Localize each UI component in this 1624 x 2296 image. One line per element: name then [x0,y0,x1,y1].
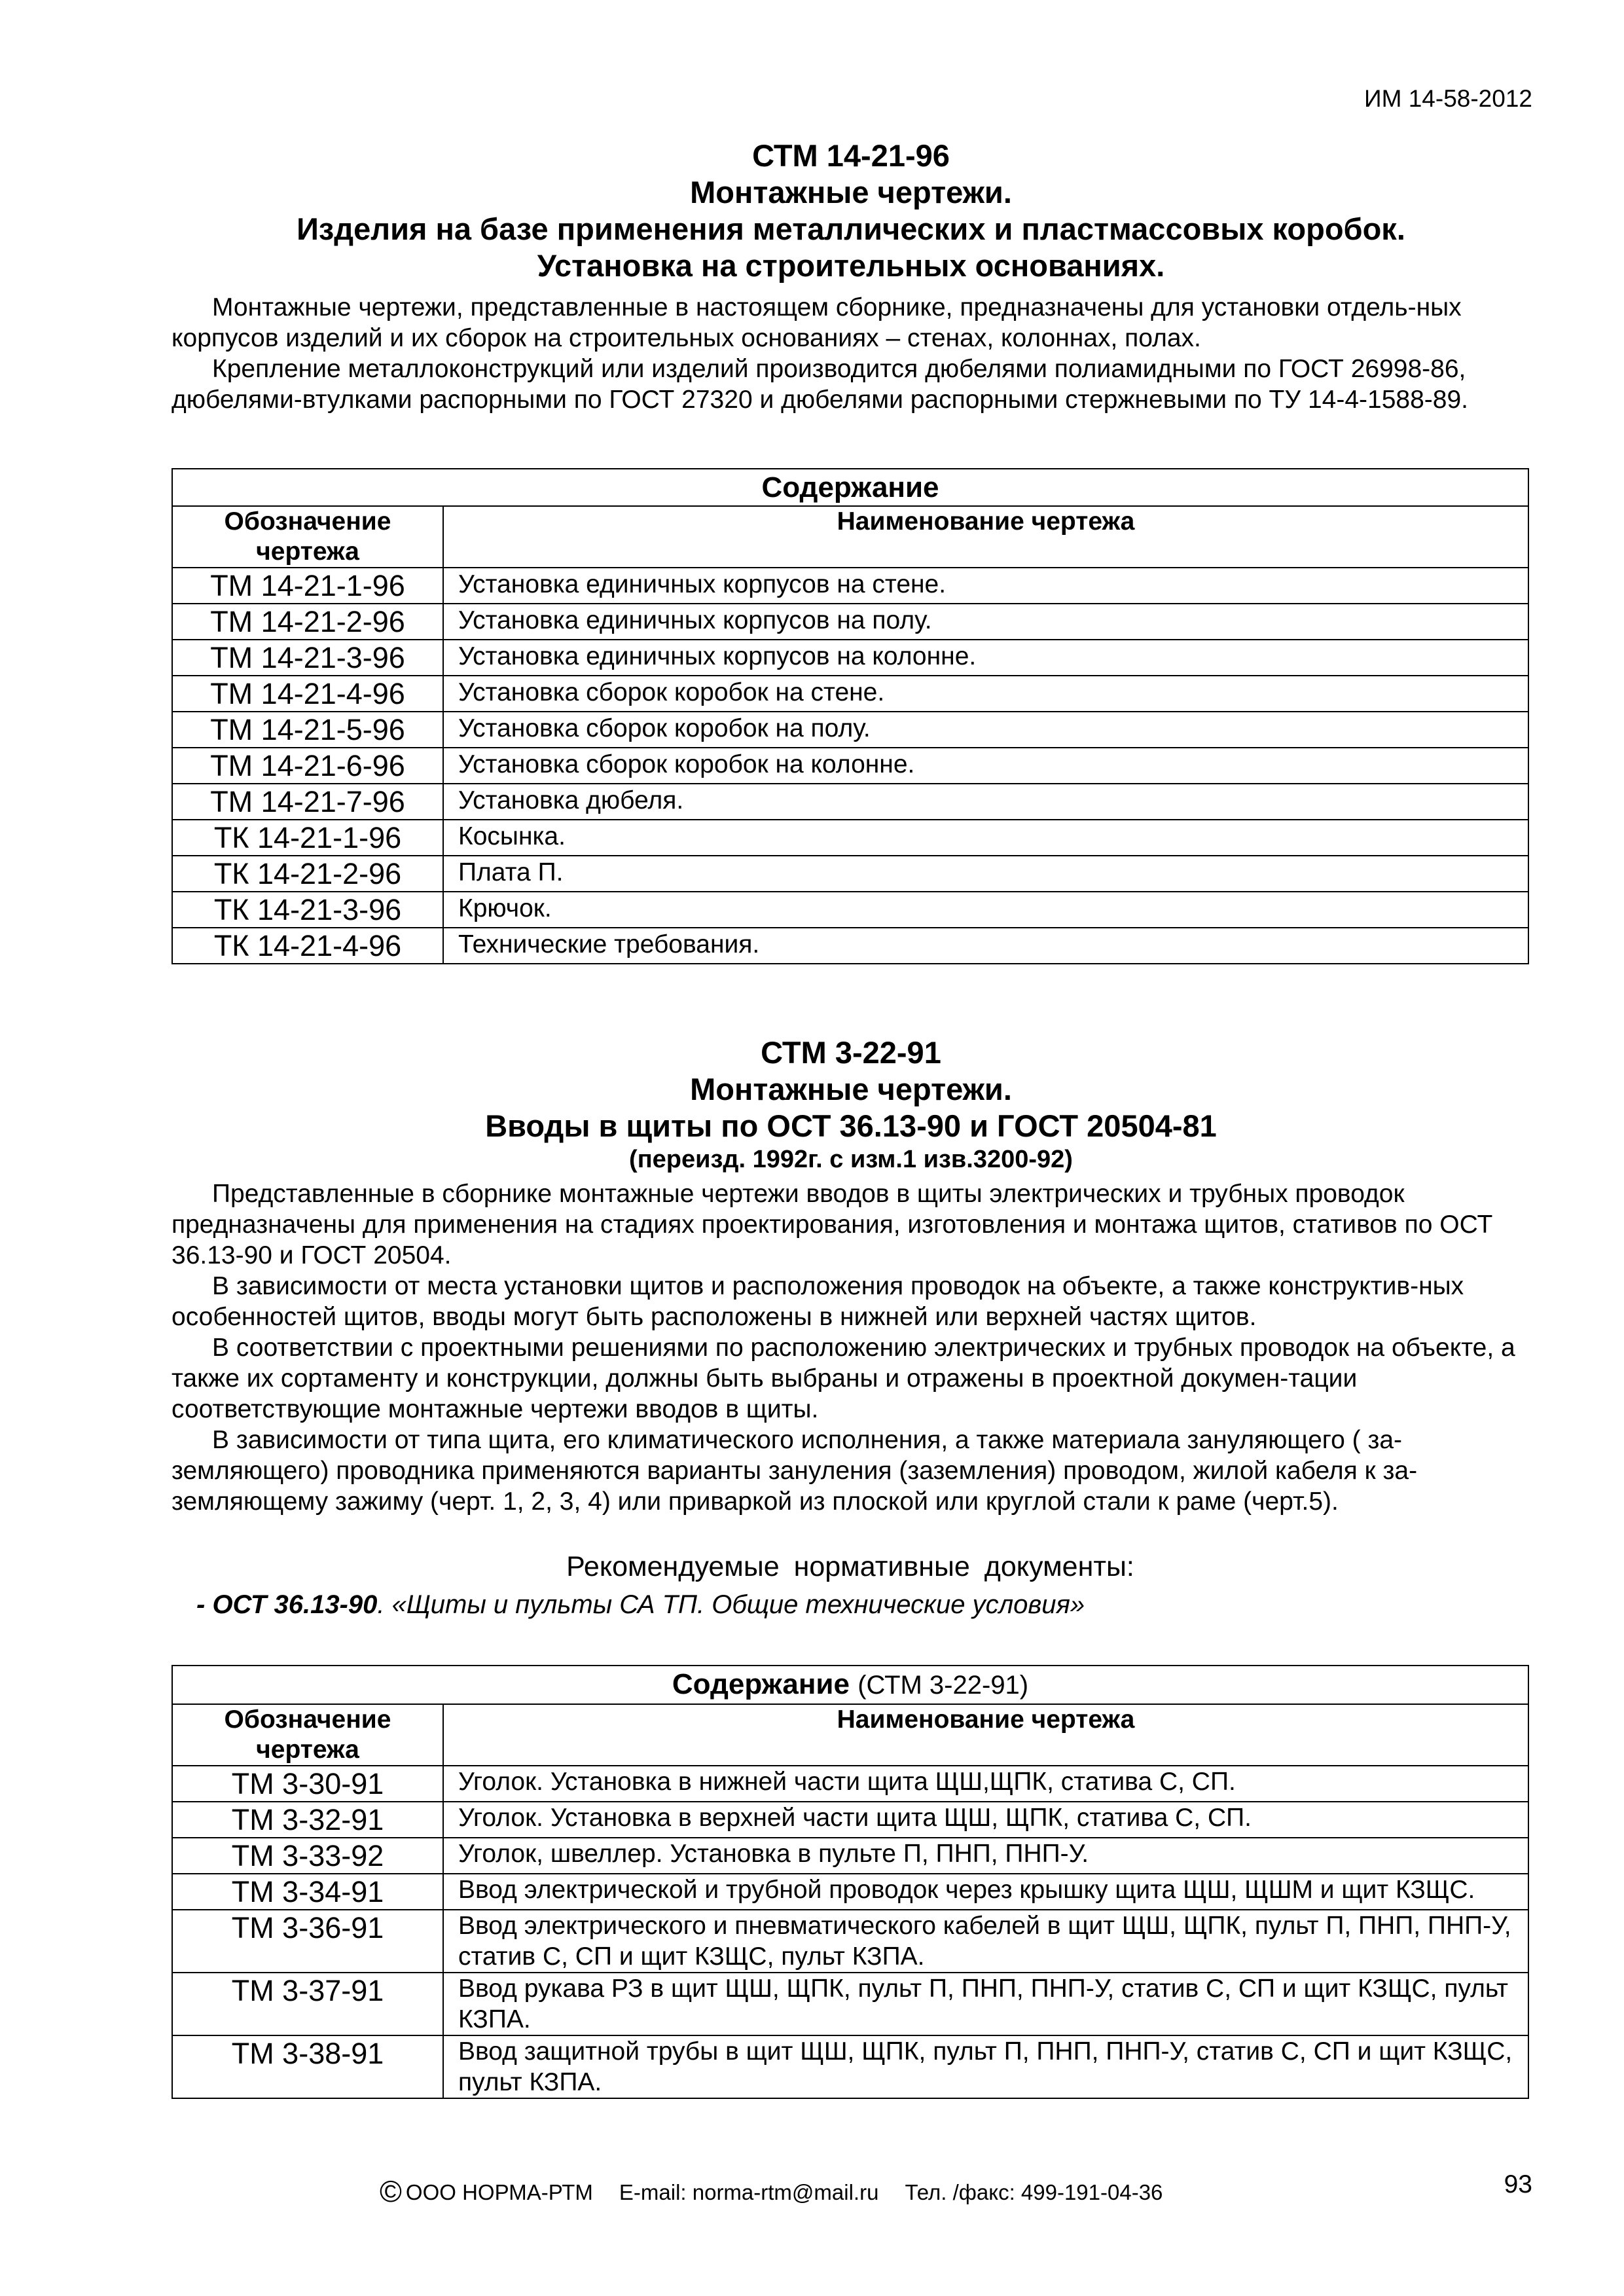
drawing-name: Ввод электрического и пневматического кабелей в щит ЩШ, ЩПК, пульт П, ПНП, ПНП-У, статив С, СП и щит КЗЩС, пульт КЗПА. [443,1910,1528,1973]
section1-title-line: СТМ 14-21-96 [752,138,950,173]
drawing-code: ТМ 3-32-91 [172,1802,443,1838]
drawing-name: Установка дюбеля. [443,784,1528,820]
drawing-code: ТК 14-21-1-96 [172,820,443,856]
page-number: 93 [1504,2170,1532,2198]
drawing-name: Установка единичных корпусов на стене. [443,568,1528,604]
recommended-doc-prefix: - [196,1590,213,1619]
drawing-name: Крючок. [443,892,1528,928]
table-caption: Содержание [172,469,1528,506]
table-caption-title: Содержание [672,1668,850,1700]
drawing-name: Установка единичных корпусов на полу. [443,604,1528,640]
drawing-code: ТМ 3-37-91 [172,1973,443,2035]
section1-paragraph: Крепление металлоконструкций или изделий производится дюбелями полиамидными по ГОСТ 26998-86, дюбелями-втулками распорными по ГОСТ 27320 и дюбелями распорными стержневыми по ТУ 14-4-1588-89. [171,355,1468,414]
section1-paragraph: Монтажные чертежи, представленные в настоящем сборнике, предназначены для установки отдель-ных корпусов изделий и их сборок на строительных основаниях – стенах, колоннах, полах. [171,293,1462,352]
section1-title-line: Изделия на базе применения металлических и пластмассовых коробок. [297,211,1405,246]
drawing-code: ТМ 3-36-91 [172,1910,443,1973]
drawing-name: Косынка. [443,820,1528,856]
drawing-name: Уголок. Установка в нижней части щита ЩШ,ЩПК, статива С, СП. [443,1766,1528,1802]
section2-title-line: Монтажные чертежи. [690,1072,1012,1106]
drawing-name: Уголок. Установка в верхней части щита ЩШ, ЩПК, статива С, СП. [443,1802,1528,1838]
recommended-doc-code: ОСТ 36.13-90 [212,1590,378,1619]
drawing-code: ТМ 14-21-2-96 [172,604,443,640]
column-header-code: Обозначение чертежа [172,506,443,568]
copyright-icon: © [380,2174,402,2208]
column-header-name: Наименование чертежа [443,506,1528,568]
section2-paragraph: В зависимости от типа щита, его климатического исполнения, а также материала зануляющего ( за-земляющего) проводника применяются варианты зануления (заземления) проводом, жилой кабеля к за-земляющему зажиму (черт. 1, 2, 3, 4) или приваркой из плоской или круглой стали к раме (черт.5). [171,1426,1418,1516]
table-row [172,892,1528,928]
drawing-code: ТМ 14-21-4-96 [172,676,443,712]
table-caption [172,1666,1528,1704]
drawing-name: Технические требования. [443,928,1528,964]
drawing-name: Ввод защитной трубы в щит ЩШ, ЩПК, пульт П, ПНП, ПНП-У, статив С, СП и щит КЗЩС, пульт КЗПА. [443,2035,1528,2098]
table-row [172,928,1528,964]
drawing-code: ТМ 3-33-92 [172,1838,443,1874]
drawing-name: Установка сборок коробок на полу. [443,712,1528,748]
section2-paragraph: Представленные в сборнике монтажные чертежи вводов в щиты электрических и трубных проводок предназначены для применения на стадиях проектирования, изготовления и монтажа щитов, стативов по ОСТ 36.13-90 и ГОСТ 20504. [171,1180,1493,1269]
section1-text [171,292,1540,415]
table-row [172,640,1528,676]
drawing-code: ТМ 3-30-91 [172,1766,443,1802]
table-row [172,784,1528,820]
section2-title [170,1034,1532,1175]
table-row [172,820,1528,856]
page-footer [380,2174,1189,2208]
table-row [172,1910,1528,1973]
drawing-code: ТМ 14-21-5-96 [172,712,443,748]
drawing-code: ТМ 3-34-91 [172,1874,443,1910]
drawing-name: Установка сборок коробок на колонне. [443,748,1528,784]
section1-title [170,137,1532,284]
table-row [172,604,1528,640]
section2-subtitle: (переизд. 1992г. с изм.1 изв.3200-92) [629,1146,1073,1173]
section1-title-line: Установка на строительных основаниях. [537,248,1165,283]
table-row [172,1973,1528,2035]
table-row [172,1874,1528,1910]
drawing-code: ТМ 14-21-7-96 [172,784,443,820]
drawing-code: ТК 14-21-4-96 [172,928,443,964]
table-row [172,676,1528,712]
section2-title-line: Вводы в щиты по ОСТ 36.13-90 и ГОСТ 20504-81 [485,1108,1217,1143]
section2-text [171,1178,1540,1517]
table-row [172,1838,1528,1874]
recommended-doc-title: . «Щиты и пульты СА ТП. Общие технические условия» [377,1590,1085,1619]
drawing-code: ТМ 3-38-91 [172,2035,443,2098]
table-row [172,568,1528,604]
column-header-name: Наименование чертежа [443,1704,1528,1766]
column-header-code: Обозначение чертежа [172,1704,443,1766]
drawing-name: Ввод электрической и трубной проводок через крышку щита ЩШ, ЩШМ и щит КЗЩС. [443,1874,1528,1910]
drawing-code: ТК 14-21-2-96 [172,856,443,892]
drawing-code: ТМ 14-21-6-96 [172,748,443,784]
section2-title-line: СТМ 3-22-91 [761,1035,941,1070]
recommended-doc-item [196,1588,1085,1622]
table-row [172,1802,1528,1838]
document-code: ИМ 14-58-2012 [1364,85,1532,112]
drawing-code: ТМ 14-21-1-96 [172,568,443,604]
recommended-docs-heading: Рекомендуемые нормативные документы: [566,1551,1134,1582]
section1-contents-table [171,468,1529,964]
drawing-name: Ввод рукава РЗ в щит ЩШ, ЩПК, пульт П, ПНП, ПНП-У, статив С, СП и щит КЗЩС, пульт КЗПА. [443,1973,1528,2035]
section2-paragraph: В зависимости от места установки щитов и расположения проводок на объекте, а также конструктив-ных особенностей щитов, вводы могут быть расположены в нижней или верхней частях щитов. [171,1272,1464,1331]
table-row [172,748,1528,784]
section2-paragraph: В соответствии с проектными решениями по расположению электрических и трубных проводок на объекте, а также их сортаменту и конструкции, должны быть выбраны и отражены в проектной докумен-тации соответствующие монтажные чертежи вводов в щиты. [171,1334,1515,1423]
drawing-name: Установка сборок коробок на стене. [443,676,1528,712]
drawing-code: ТК 14-21-3-96 [172,892,443,928]
section2-contents-table [171,1665,1529,2099]
section1-title-line: Монтажные чертежи. [690,175,1012,210]
drawing-name: Уголок, швеллер. Установка в пульте П, ПНП, ПНП-У. [443,1838,1528,1874]
table-caption-note: (СТМ 3-22-91) [857,1671,1029,1700]
footer-phone: Тел. /факс: 499-191-04-36 [905,2180,1163,2204]
drawing-name: Плата П. [443,856,1528,892]
footer-email: E-mail: norma-rtm@mail.ru [619,2180,879,2204]
drawing-code: ТМ 14-21-3-96 [172,640,443,676]
drawing-name: Установка единичных корпусов на колонне. [443,640,1528,676]
table-row [172,712,1528,748]
footer-company: ООО НОРМА-РТМ [405,2180,593,2204]
table-row [172,1766,1528,1802]
table-row [172,856,1528,892]
table-row [172,2035,1528,2098]
